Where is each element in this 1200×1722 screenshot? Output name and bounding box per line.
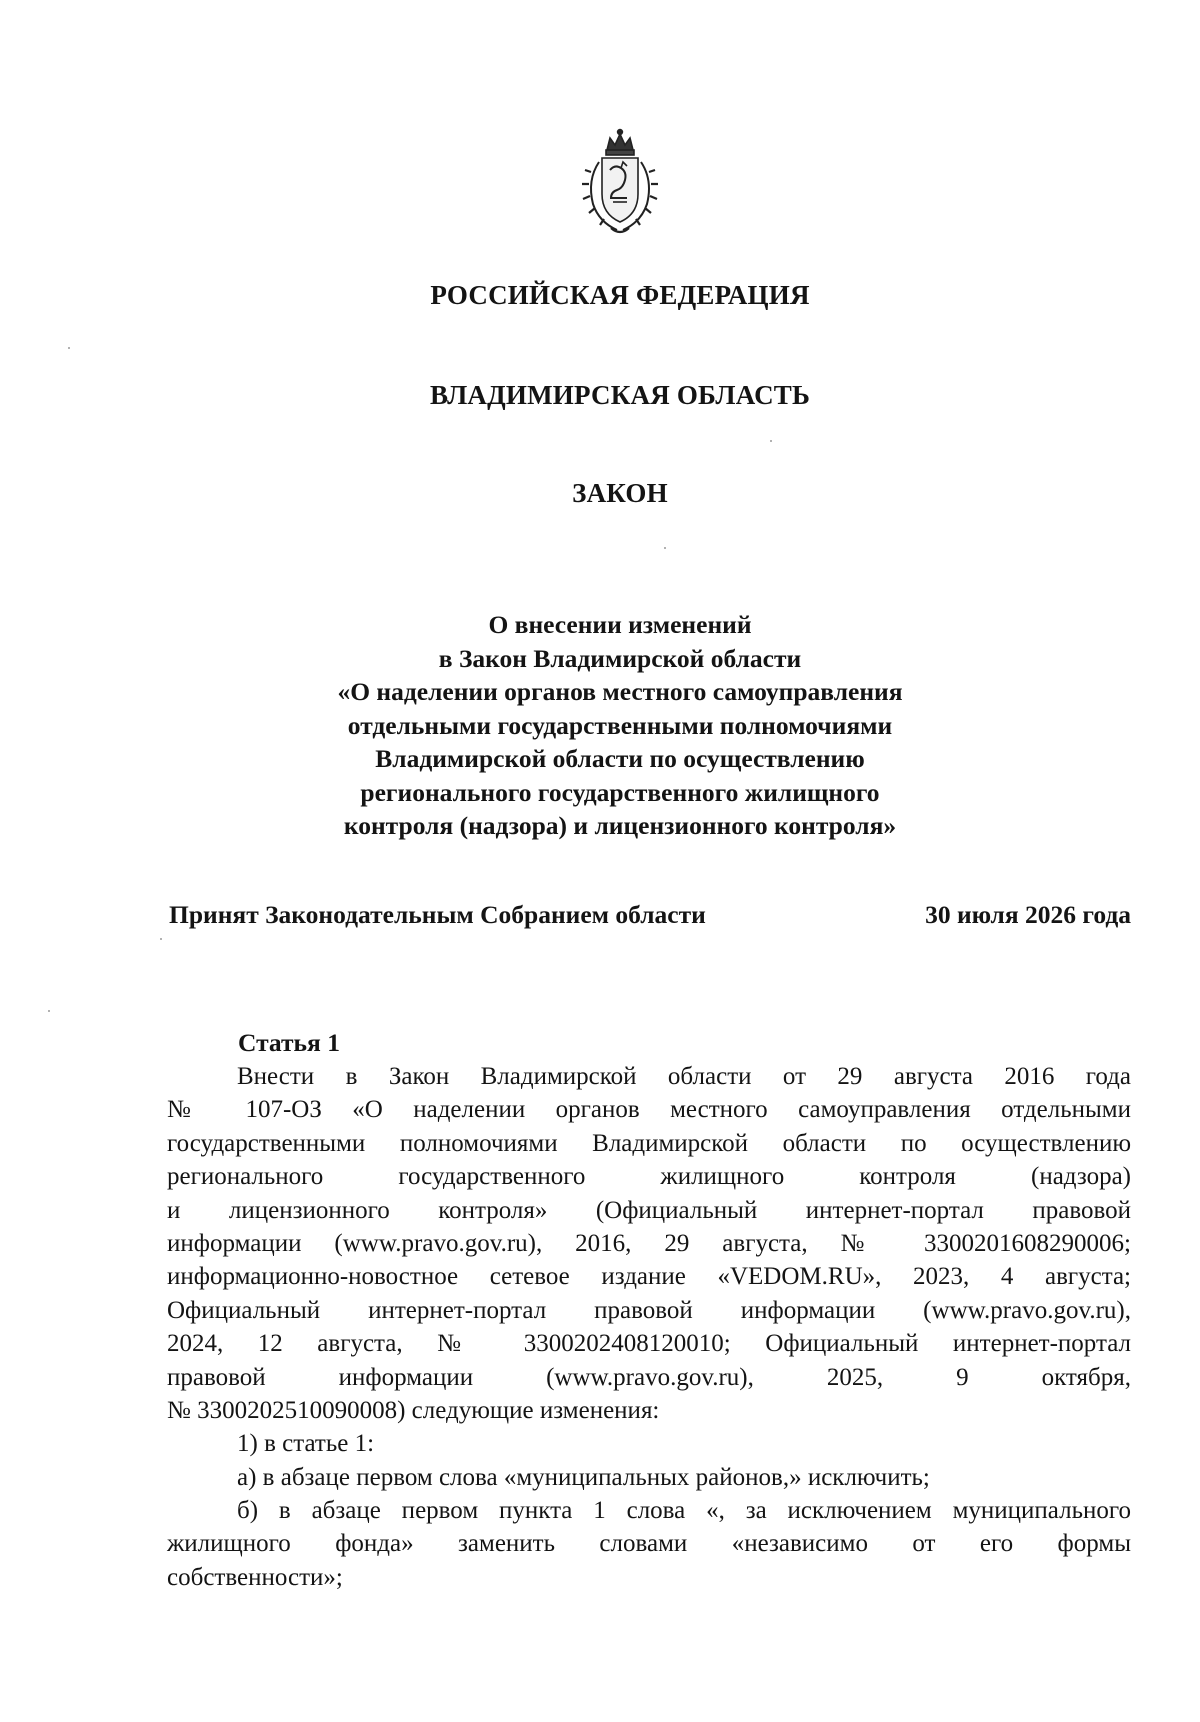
scan-speck	[48, 1010, 50, 1012]
region-heading: ВЛАДИМИРСКАЯ ОБЛАСТЬ	[429, 380, 811, 410]
law-title-line: отдельными государственными полномочиями	[347, 710, 893, 740]
law-title-line: «О наделении органов местного самоуправления	[337, 677, 903, 706]
coat-of-arms-icon	[577, 128, 663, 238]
paragraph-line: информационно-новостное сетевое издание «VEDOM.RU», 2023, 4 августа;	[167, 1263, 1131, 1291]
paragraph-line: информации (www.pravo.gov.ru), 2016, 29 августа, № 3300201608290006;	[167, 1229, 1131, 1257]
federation-heading: РОССИЙСКАЯ ФЕДЕРАЦИЯ	[430, 280, 810, 310]
paragraph-line: и лицензионного контроля» (Официальный интернет-портал правовой	[167, 1196, 1131, 1224]
scan-speck	[770, 440, 772, 442]
document-type-heading: ЗАКОН	[572, 478, 668, 508]
paragraph-line: регионального государственного жилищного контроля (надзора)	[167, 1163, 1131, 1191]
law-title-line: в Закон Владимирской области	[438, 643, 802, 673]
paragraph-line: государственными полномочиями Владимирской области по осуществлению	[167, 1129, 1131, 1157]
paragraph-line: Официальный интернет-портал правовой информации (www.pravo.gov.ru),	[167, 1296, 1131, 1324]
scan-speck	[160, 938, 162, 940]
scan-speck	[664, 547, 666, 549]
law-title-line: регионального государственного жилищного	[360, 777, 880, 807]
law-title-line: контроля (надзора) и лицензионного контроля»	[343, 811, 897, 840]
article-body	[167, 1060, 1131, 1594]
adoption-label: Принят Законодательным Собранием области	[169, 900, 706, 929]
paragraph-line: правовой информации (www.pravo.gov.ru), 2025, 9 октября,	[167, 1363, 1131, 1391]
adoption-date: 30 июля 2026 года	[925, 900, 1131, 929]
law-title	[260, 608, 980, 843]
law-title-line: О внесении изменений	[488, 610, 752, 639]
paragraph-line: № 3300202510090008) следующие изменения:	[167, 1396, 660, 1424]
list-item-line: а) в абзаце первом слова «муниципальных районов,» исключить;	[237, 1463, 930, 1491]
list-item-line: собственности»;	[167, 1563, 343, 1591]
article-heading: Статья 1	[238, 1028, 340, 1057]
list-item-line: б) в абзаце первом пункта 1 слова «, за исключением муниципального	[237, 1497, 1131, 1525]
law-title-line: Владимирской области по осуществлению	[375, 744, 865, 773]
list-item-line: 1) в статье 1:	[237, 1430, 375, 1458]
adoption-line	[169, 900, 1131, 930]
list-item-line: жилищного фонда» заменить словами «независимо от его формы	[167, 1530, 1131, 1558]
paragraph-line: № 107-ОЗ «О наделении органов местного самоуправления отдельными	[167, 1096, 1131, 1124]
paragraph-line: Внести в Закон Владимирской области от 29 августа 2016 года	[237, 1063, 1131, 1090]
scan-speck	[68, 347, 70, 349]
paragraph-line: 2024, 12 августа, № 3300202408120010; Официальный интернет-портал	[167, 1330, 1131, 1358]
